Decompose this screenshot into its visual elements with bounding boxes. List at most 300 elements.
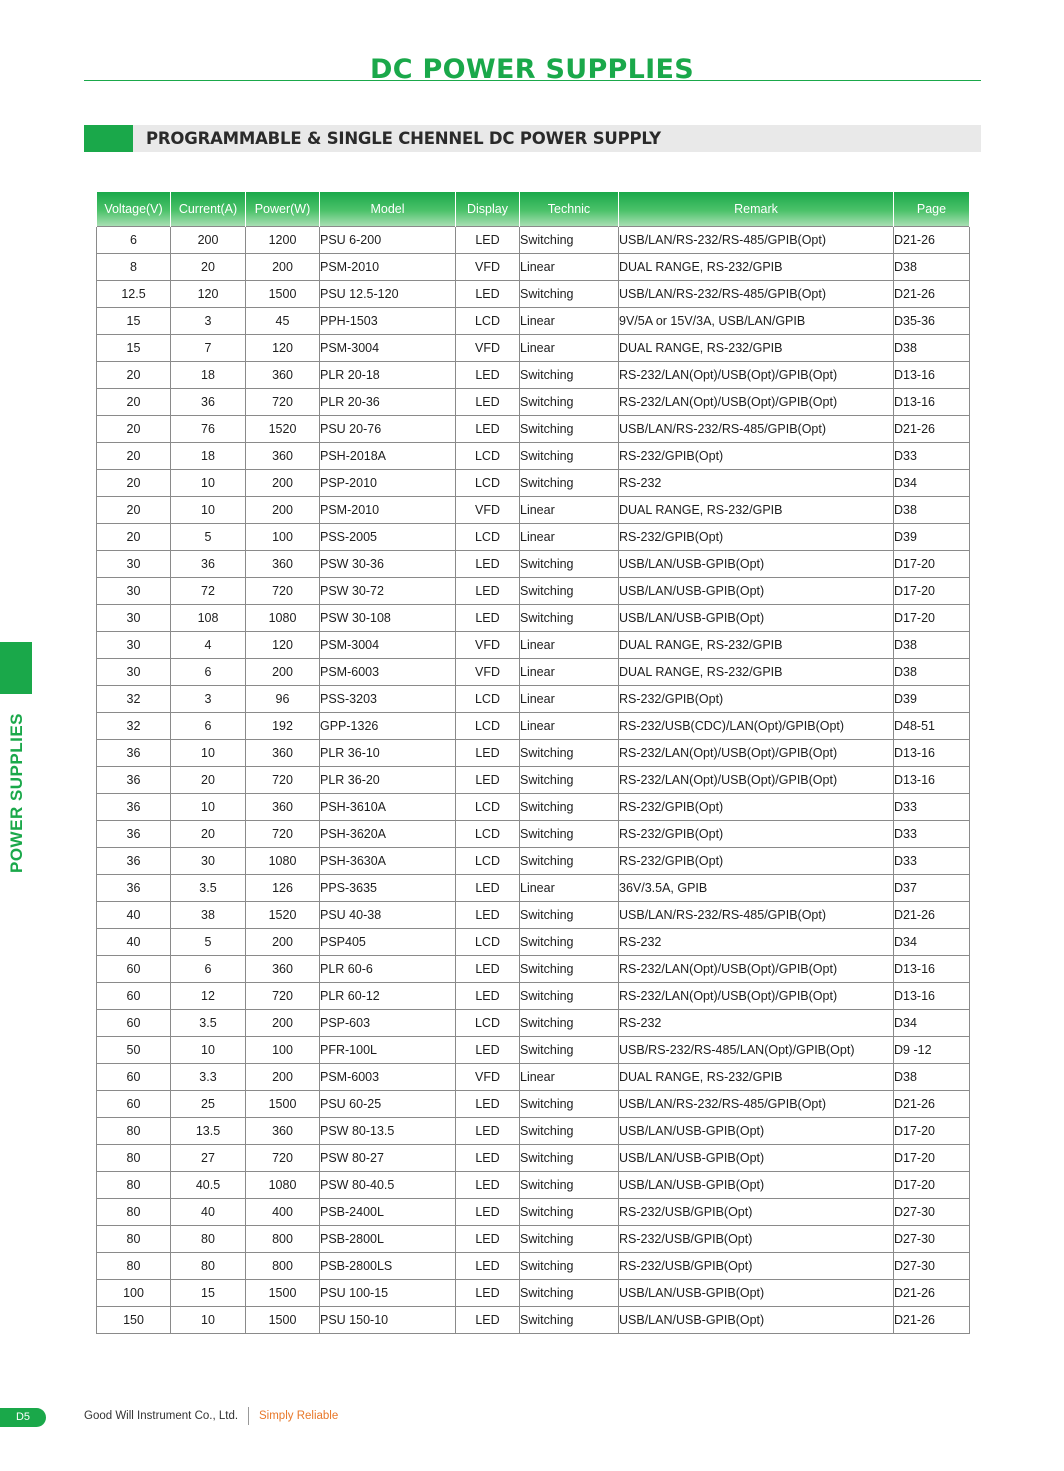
- current-cell: 3: [171, 308, 246, 335]
- technic-cell: Switching: [520, 1253, 619, 1280]
- remark-cell: USB/LAN/RS-232/RS-485/GPIB(Opt): [619, 281, 894, 308]
- remark-cell: USB/LAN/USB-GPIB(Opt): [619, 1118, 894, 1145]
- power-cell: 100: [246, 1037, 320, 1064]
- technic-cell: Linear: [520, 686, 619, 713]
- power-cell: 720: [246, 767, 320, 794]
- display-cell: LCD: [456, 524, 520, 551]
- remark-cell: RS-232/GPIB(Opt): [619, 443, 894, 470]
- page-cell: D17-20: [894, 1145, 970, 1172]
- column-header-remark: Remark: [619, 192, 894, 227]
- power-cell: 360: [246, 740, 320, 767]
- power-cell: 1520: [246, 416, 320, 443]
- technic-cell: Switching: [520, 1280, 619, 1307]
- technic-cell: Switching: [520, 470, 619, 497]
- technic-cell: Switching: [520, 1172, 619, 1199]
- current-cell: 25: [171, 1091, 246, 1118]
- table-header-row: [97, 192, 970, 227]
- voltage-cell: 80: [97, 1253, 171, 1280]
- technic-cell: Switching: [520, 389, 619, 416]
- technic-cell: Switching: [520, 956, 619, 983]
- current-cell: 40.5: [171, 1172, 246, 1199]
- voltage-cell: 40: [97, 929, 171, 956]
- display-cell: LED: [456, 1091, 520, 1118]
- model-cell: PSW 80-27: [320, 1145, 456, 1172]
- model-cell: PSU 100-15: [320, 1280, 456, 1307]
- technic-cell: Switching: [520, 821, 619, 848]
- model-cell: PSU 20-76: [320, 416, 456, 443]
- remark-cell: RS-232/LAN(Opt)/USB(Opt)/GPIB(Opt): [619, 389, 894, 416]
- technic-cell: Switching: [520, 416, 619, 443]
- technic-cell: Switching: [520, 1307, 619, 1334]
- power-cell: 400: [246, 1199, 320, 1226]
- display-cell: LED: [456, 416, 520, 443]
- model-cell: PSP405: [320, 929, 456, 956]
- technic-cell: Linear: [520, 659, 619, 686]
- power-cell: 360: [246, 443, 320, 470]
- page-cell: D35-36: [894, 308, 970, 335]
- remark-cell: RS-232/USB/GPIB(Opt): [619, 1199, 894, 1226]
- page-cell: D17-20: [894, 551, 970, 578]
- power-cell: 360: [246, 551, 320, 578]
- display-cell: LCD: [456, 443, 520, 470]
- table-row: [97, 767, 970, 794]
- model-cell: PSW 30-72: [320, 578, 456, 605]
- voltage-cell: 80: [97, 1199, 171, 1226]
- page-cell: D13-16: [894, 362, 970, 389]
- power-cell: 720: [246, 1145, 320, 1172]
- display-cell: LED: [456, 767, 520, 794]
- display-cell: LED: [456, 956, 520, 983]
- model-cell: PSM-2010: [320, 254, 456, 281]
- model-cell: PSP-603: [320, 1010, 456, 1037]
- technic-cell: Linear: [520, 632, 619, 659]
- current-cell: 76: [171, 416, 246, 443]
- current-cell: 80: [171, 1253, 246, 1280]
- model-cell: PSW 30-36: [320, 551, 456, 578]
- display-cell: LED: [456, 1253, 520, 1280]
- table-body: [97, 227, 970, 1334]
- power-cell: 360: [246, 956, 320, 983]
- model-cell: PLR 36-20: [320, 767, 456, 794]
- page-cell: D34: [894, 1010, 970, 1037]
- page-cell: D21-26: [894, 281, 970, 308]
- column-header-page: Page: [894, 192, 970, 227]
- model-cell: PFR-100L: [320, 1037, 456, 1064]
- current-cell: 38: [171, 902, 246, 929]
- display-cell: LED: [456, 362, 520, 389]
- voltage-cell: 36: [97, 821, 171, 848]
- model-cell: PSH-3610A: [320, 794, 456, 821]
- model-cell: PSS-3203: [320, 686, 456, 713]
- page-cell: D21-26: [894, 902, 970, 929]
- current-cell: 3.5: [171, 875, 246, 902]
- current-cell: 12: [171, 983, 246, 1010]
- remark-cell: RS-232: [619, 470, 894, 497]
- technic-cell: Switching: [520, 578, 619, 605]
- power-cell: 800: [246, 1253, 320, 1280]
- display-cell: LED: [456, 227, 520, 254]
- remark-cell: RS-232/GPIB(Opt): [619, 848, 894, 875]
- technic-cell: Linear: [520, 335, 619, 362]
- voltage-cell: 32: [97, 713, 171, 740]
- current-cell: 4: [171, 632, 246, 659]
- remark-cell: RS-232: [619, 1010, 894, 1037]
- remark-cell: USB/RS-232/RS-485/LAN(Opt)/GPIB(Opt): [619, 1037, 894, 1064]
- page-cell: D38: [894, 659, 970, 686]
- remark-cell: USB/LAN/RS-232/RS-485/GPIB(Opt): [619, 227, 894, 254]
- voltage-cell: 30: [97, 605, 171, 632]
- power-cell: 360: [246, 794, 320, 821]
- table-row: [97, 929, 970, 956]
- current-cell: 30: [171, 848, 246, 875]
- power-cell: 720: [246, 821, 320, 848]
- voltage-cell: 12.5: [97, 281, 171, 308]
- power-cell: 200: [246, 470, 320, 497]
- voltage-cell: 6: [97, 227, 171, 254]
- table-row: [97, 1091, 970, 1118]
- voltage-cell: 30: [97, 551, 171, 578]
- model-cell: PSW 30-108: [320, 605, 456, 632]
- page-cell: D33: [894, 821, 970, 848]
- current-cell: 3.5: [171, 1010, 246, 1037]
- display-cell: VFD: [456, 254, 520, 281]
- technic-cell: Switching: [520, 1226, 619, 1253]
- current-cell: 3: [171, 686, 246, 713]
- table-row: [97, 821, 970, 848]
- table-row: [97, 416, 970, 443]
- voltage-cell: 60: [97, 1010, 171, 1037]
- display-cell: LCD: [456, 308, 520, 335]
- display-cell: LCD: [456, 848, 520, 875]
- table-row: [97, 281, 970, 308]
- page-cell: D17-20: [894, 605, 970, 632]
- power-cell: 100: [246, 524, 320, 551]
- model-cell: PSM-6003: [320, 1064, 456, 1091]
- product-table: [96, 192, 970, 1334]
- power-cell: 120: [246, 632, 320, 659]
- section-accent-block: [84, 125, 133, 152]
- display-cell: LCD: [456, 470, 520, 497]
- current-cell: 40: [171, 1199, 246, 1226]
- page-cell: D34: [894, 929, 970, 956]
- technic-cell: Switching: [520, 443, 619, 470]
- model-cell: PSH-3620A: [320, 821, 456, 848]
- voltage-cell: 60: [97, 1064, 171, 1091]
- voltage-cell: 150: [97, 1307, 171, 1334]
- company-name: Good Will Instrument Co., Ltd.: [84, 1410, 239, 1422]
- model-cell: PSW 80-40.5: [320, 1172, 456, 1199]
- display-cell: LED: [456, 902, 520, 929]
- voltage-cell: 50: [97, 1037, 171, 1064]
- page-cell: D21-26: [894, 1280, 970, 1307]
- current-cell: 7: [171, 335, 246, 362]
- current-cell: 10: [171, 470, 246, 497]
- display-cell: LED: [456, 1226, 520, 1253]
- remark-cell: 9V/5A or 15V/3A, USB/LAN/GPIB: [619, 308, 894, 335]
- table-row: [97, 794, 970, 821]
- table-row: [97, 1199, 970, 1226]
- column-header-voltage: Voltage(V): [97, 192, 171, 227]
- power-cell: 200: [246, 1010, 320, 1037]
- voltage-cell: 36: [97, 848, 171, 875]
- power-cell: 200: [246, 1064, 320, 1091]
- page-cell: D13-16: [894, 389, 970, 416]
- current-cell: 10: [171, 1037, 246, 1064]
- power-cell: 1500: [246, 1307, 320, 1334]
- model-cell: PSW 80-13.5: [320, 1118, 456, 1145]
- page-cell: D27-30: [894, 1253, 970, 1280]
- model-cell: PLR 36-10: [320, 740, 456, 767]
- voltage-cell: 8: [97, 254, 171, 281]
- current-cell: 120: [171, 281, 246, 308]
- remark-cell: RS-232/LAN(Opt)/USB(Opt)/GPIB(Opt): [619, 767, 894, 794]
- voltage-cell: 40: [97, 902, 171, 929]
- voltage-cell: 100: [97, 1280, 171, 1307]
- display-cell: VFD: [456, 497, 520, 524]
- page-number-badge: D5: [0, 1408, 46, 1427]
- remark-cell: RS-232/LAN(Opt)/USB(Opt)/GPIB(Opt): [619, 956, 894, 983]
- page-cell: D48-51: [894, 713, 970, 740]
- model-cell: PPS-3635: [320, 875, 456, 902]
- technic-cell: Switching: [520, 605, 619, 632]
- current-cell: 10: [171, 794, 246, 821]
- model-cell: PSM-6003: [320, 659, 456, 686]
- remark-cell: USB/LAN/USB-GPIB(Opt): [619, 1145, 894, 1172]
- table-row: [97, 551, 970, 578]
- display-cell: LED: [456, 1145, 520, 1172]
- technic-cell: Switching: [520, 740, 619, 767]
- technic-cell: Switching: [520, 362, 619, 389]
- column-header-technic: Technic: [520, 192, 619, 227]
- table-row: [97, 1064, 970, 1091]
- table-row: [97, 308, 970, 335]
- table-row: [97, 1010, 970, 1037]
- technic-cell: Switching: [520, 794, 619, 821]
- technic-cell: Switching: [520, 902, 619, 929]
- voltage-cell: 80: [97, 1172, 171, 1199]
- current-cell: 72: [171, 578, 246, 605]
- page-cell: D21-26: [894, 416, 970, 443]
- table-row: [97, 1226, 970, 1253]
- voltage-cell: 30: [97, 659, 171, 686]
- model-cell: PSU 60-25: [320, 1091, 456, 1118]
- remark-cell: RS-232: [619, 929, 894, 956]
- power-cell: 1500: [246, 281, 320, 308]
- page-cell: D37: [894, 875, 970, 902]
- voltage-cell: 80: [97, 1118, 171, 1145]
- table-row: [97, 470, 970, 497]
- table-row: [97, 1307, 970, 1334]
- section-title: PROGRAMMABLE & SINGLE CHENNEL DC POWER SUPPLY: [146, 129, 661, 148]
- current-cell: 80: [171, 1226, 246, 1253]
- remark-cell: USB/LAN/USB-GPIB(Opt): [619, 1280, 894, 1307]
- table-row: [97, 1145, 970, 1172]
- table-row: [97, 335, 970, 362]
- voltage-cell: 60: [97, 1091, 171, 1118]
- table-row: [97, 740, 970, 767]
- table-row: [97, 659, 970, 686]
- display-cell: LED: [456, 578, 520, 605]
- current-cell: 18: [171, 443, 246, 470]
- current-cell: 20: [171, 821, 246, 848]
- page-cell: D27-30: [894, 1199, 970, 1226]
- model-cell: PSB-2800LS: [320, 1253, 456, 1280]
- current-cell: 20: [171, 254, 246, 281]
- table-row: [97, 1280, 970, 1307]
- model-cell: PSU 6-200: [320, 227, 456, 254]
- technic-cell: Switching: [520, 1145, 619, 1172]
- technic-cell: Linear: [520, 524, 619, 551]
- technic-cell: Switching: [520, 1118, 619, 1145]
- technic-cell: Switching: [520, 1037, 619, 1064]
- power-cell: 1520: [246, 902, 320, 929]
- display-cell: VFD: [456, 1064, 520, 1091]
- remark-cell: RS-232/GPIB(Opt): [619, 524, 894, 551]
- technic-cell: Linear: [520, 713, 619, 740]
- remark-cell: USB/LAN/USB-GPIB(Opt): [619, 605, 894, 632]
- model-cell: PLR 60-12: [320, 983, 456, 1010]
- table-row: [97, 1037, 970, 1064]
- power-cell: 360: [246, 362, 320, 389]
- remark-cell: USB/LAN/USB-GPIB(Opt): [619, 578, 894, 605]
- remark-cell: DUAL RANGE, RS-232/GPIB: [619, 497, 894, 524]
- model-cell: PLR 20-36: [320, 389, 456, 416]
- power-cell: 360: [246, 1118, 320, 1145]
- current-cell: 10: [171, 740, 246, 767]
- remark-cell: USB/LAN/RS-232/RS-485/GPIB(Opt): [619, 1091, 894, 1118]
- current-cell: 200: [171, 227, 246, 254]
- voltage-cell: 20: [97, 524, 171, 551]
- table-row: [97, 632, 970, 659]
- page-cell: D38: [894, 335, 970, 362]
- current-cell: 5: [171, 524, 246, 551]
- display-cell: VFD: [456, 632, 520, 659]
- remark-cell: RS-232/LAN(Opt)/USB(Opt)/GPIB(Opt): [619, 983, 894, 1010]
- model-cell: PSM-3004: [320, 632, 456, 659]
- remark-cell: RS-232/GPIB(Opt): [619, 821, 894, 848]
- model-cell: PSM-3004: [320, 335, 456, 362]
- technic-cell: Switching: [520, 551, 619, 578]
- display-cell: LCD: [456, 929, 520, 956]
- current-cell: 6: [171, 713, 246, 740]
- table-row: [97, 1172, 970, 1199]
- power-cell: 126: [246, 875, 320, 902]
- technic-cell: Switching: [520, 929, 619, 956]
- power-cell: 120: [246, 335, 320, 362]
- table-row: [97, 956, 970, 983]
- model-cell: PLR 20-18: [320, 362, 456, 389]
- page-cell: D38: [894, 1064, 970, 1091]
- remark-cell: RS-232/USB/GPIB(Opt): [619, 1226, 894, 1253]
- remark-cell: USB/LAN/RS-232/RS-485/GPIB(Opt): [619, 416, 894, 443]
- section-header: [84, 125, 981, 152]
- current-cell: 36: [171, 551, 246, 578]
- display-cell: LCD: [456, 821, 520, 848]
- model-cell: PLR 60-6: [320, 956, 456, 983]
- model-cell: PSB-2800L: [320, 1226, 456, 1253]
- remark-cell: USB/LAN/USB-GPIB(Opt): [619, 1307, 894, 1334]
- voltage-cell: 80: [97, 1145, 171, 1172]
- display-cell: LED: [456, 551, 520, 578]
- display-cell: LED: [456, 1118, 520, 1145]
- voltage-cell: 30: [97, 578, 171, 605]
- table-row: [97, 389, 970, 416]
- current-cell: 10: [171, 1307, 246, 1334]
- column-header-model: Model: [320, 192, 456, 227]
- current-cell: 3.3: [171, 1064, 246, 1091]
- display-cell: LED: [456, 983, 520, 1010]
- table-row: [97, 443, 970, 470]
- page-cell: D38: [894, 632, 970, 659]
- power-cell: 200: [246, 659, 320, 686]
- remark-cell: RS-232/LAN(Opt)/USB(Opt)/GPIB(Opt): [619, 362, 894, 389]
- technic-cell: Switching: [520, 1091, 619, 1118]
- model-cell: PSM-2010: [320, 497, 456, 524]
- model-cell: PSS-2005: [320, 524, 456, 551]
- model-cell: PSU 150-10: [320, 1307, 456, 1334]
- display-cell: LED: [456, 389, 520, 416]
- display-cell: LED: [456, 281, 520, 308]
- current-cell: 13.5: [171, 1118, 246, 1145]
- table-row: [97, 1118, 970, 1145]
- side-tab-marker: [0, 642, 32, 694]
- page-cell: D33: [894, 794, 970, 821]
- page-cell: D13-16: [894, 767, 970, 794]
- voltage-cell: 20: [97, 470, 171, 497]
- display-cell: LED: [456, 605, 520, 632]
- technic-cell: Switching: [520, 767, 619, 794]
- page-cell: D21-26: [894, 1091, 970, 1118]
- model-cell: PSH-3630A: [320, 848, 456, 875]
- current-cell: 108: [171, 605, 246, 632]
- display-cell: VFD: [456, 335, 520, 362]
- model-cell: GPP-1326: [320, 713, 456, 740]
- display-cell: LCD: [456, 794, 520, 821]
- display-cell: LED: [456, 1199, 520, 1226]
- power-cell: 45: [246, 308, 320, 335]
- voltage-cell: 15: [97, 308, 171, 335]
- remark-cell: DUAL RANGE, RS-232/GPIB: [619, 335, 894, 362]
- voltage-cell: 32: [97, 686, 171, 713]
- table-row: [97, 902, 970, 929]
- current-cell: 5: [171, 929, 246, 956]
- page-cell: D38: [894, 497, 970, 524]
- column-header-power: Power(W): [246, 192, 320, 227]
- power-cell: 720: [246, 578, 320, 605]
- page-title: DC POWER SUPPLIES: [370, 54, 694, 85]
- voltage-cell: 20: [97, 443, 171, 470]
- remark-cell: USB/LAN/USB-GPIB(Opt): [619, 551, 894, 578]
- technic-cell: Switching: [520, 848, 619, 875]
- technic-cell: Linear: [520, 1064, 619, 1091]
- page-cell: D38: [894, 254, 970, 281]
- remark-cell: RS-232/GPIB(Opt): [619, 686, 894, 713]
- current-cell: 6: [171, 659, 246, 686]
- table-row: [97, 713, 970, 740]
- column-header-display: Display: [456, 192, 520, 227]
- page-cell: D27-30: [894, 1226, 970, 1253]
- technic-cell: Switching: [520, 983, 619, 1010]
- display-cell: LED: [456, 740, 520, 767]
- current-cell: 20: [171, 767, 246, 794]
- table-row: [97, 1253, 970, 1280]
- page-cell: D33: [894, 443, 970, 470]
- current-cell: 36: [171, 389, 246, 416]
- page-cell: D13-16: [894, 983, 970, 1010]
- remark-cell: RS-232/USB/GPIB(Opt): [619, 1253, 894, 1280]
- model-cell: PPH-1503: [320, 308, 456, 335]
- page-cell: D9 -12: [894, 1037, 970, 1064]
